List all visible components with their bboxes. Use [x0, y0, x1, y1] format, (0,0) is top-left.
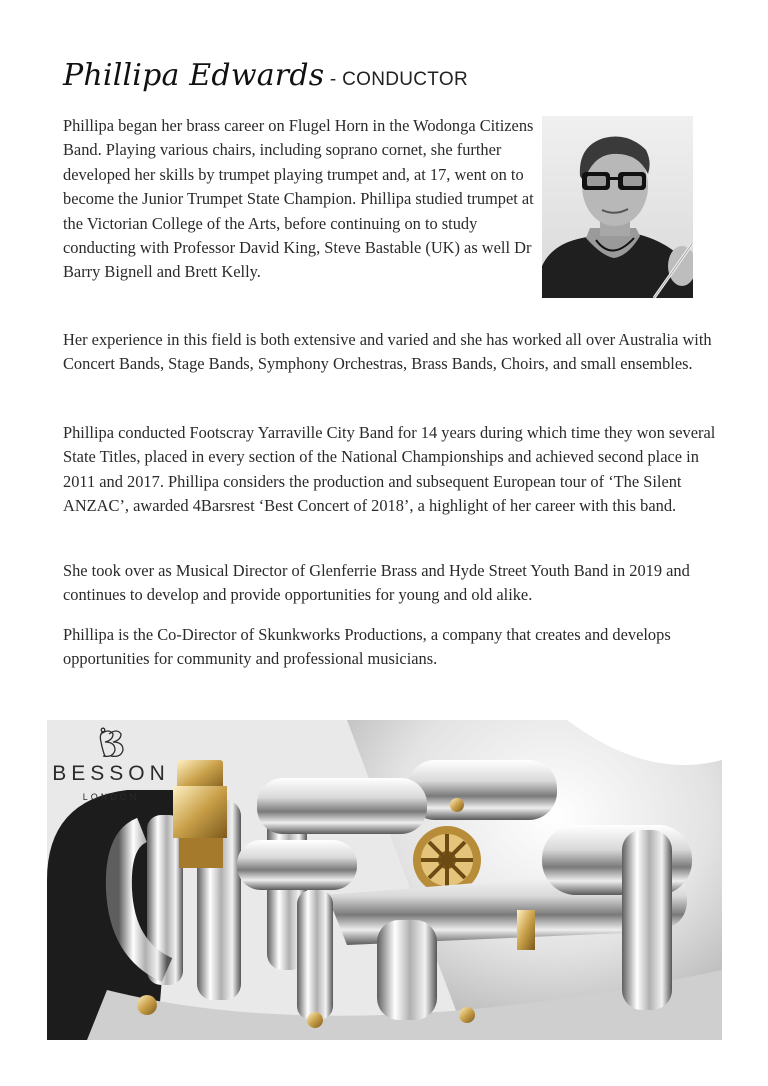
- bio-paragraph-3: Phillipa conducted Footscray Yarraville City Band for 14 years during which time they won several State Titles, placed in every section of the National Championships and achieved second place in 2011 and 2017. Phillipa considers the production and subsequent European tour of ‘The Silent ANZAC’, awarded 4Barsrest ‘Best Concert of 2018’, a highlight of her career with this band.: [63, 423, 716, 516]
- besson-instrument-banner: [47, 720, 722, 1040]
- bio-paragraph-4: She took over as Musical Director of Glenferrie Brass and Hyde Street Youth Band in 2019 and continues to develop and provide opportunities for young and old alike.: [63, 561, 690, 605]
- bio-paragraph-5: Phillipa is the Co-Director of Skunkworks Productions, a company that creates and develops opportunities for community and professional musicians.: [63, 625, 671, 669]
- brand-name: BESSON: [52, 762, 170, 785]
- page-title: [63, 58, 468, 93]
- bio-paragraph-1: Phillipa began her brass career on Flugel Horn in the Wodonga Citizens Band. Playing various chairs, including soprano cornet, she further developed her skills by trumpet playing trumpet and, at 17, went on to become the Junior Trumpet State Champion. Phillipa studied trumpet at the Victorian College of the Arts, before continuing on to study conducting with Professor David King, Steve Bastable (UK) as well Dr Barry Bignell and Brett Kelly.: [63, 116, 534, 282]
- conductor-name: Phillipa Edwards: [63, 58, 325, 93]
- besson-monogram-icon: [47, 720, 175, 764]
- brand-location: LONDON: [82, 792, 140, 802]
- conductor-portrait: [542, 116, 693, 298]
- bio-paragraph-2: Her experience in this field is both extensive and varied and she has worked all over Australia with Concert Bands, Stage Bands, Symphony Orchestras, Brass Bands, Choirs, and small ensembles.: [63, 330, 712, 374]
- besson-logo: [47, 720, 177, 830]
- conductor-role: - CONDUCTOR: [324, 69, 468, 90]
